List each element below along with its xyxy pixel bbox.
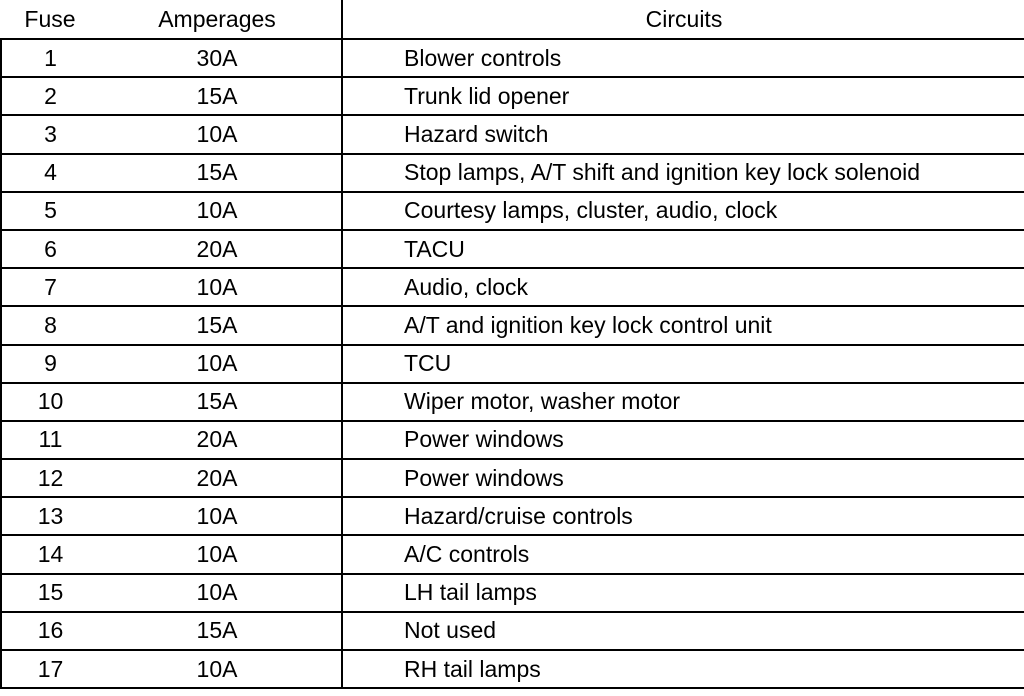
fuse-circuit: Not used: [342, 612, 1024, 650]
fuse-amperage: 15A: [99, 383, 342, 421]
header-row: [1, 0, 1024, 39]
fuse-number: 8: [1, 306, 99, 344]
fuse-amperage: 30A: [99, 39, 342, 77]
fuse-number: 16: [1, 612, 99, 650]
fuse-number: 3: [1, 115, 99, 153]
fuse-amperage: 10A: [99, 345, 342, 383]
fuse-circuit: Blower controls: [342, 39, 1024, 77]
fuse-amperage: 15A: [99, 154, 342, 192]
table-row: [1, 77, 1024, 115]
header-amperages: Amperages: [99, 0, 342, 39]
table-row: [1, 383, 1024, 421]
fuse-circuit: Stop lamps, A/T shift and ignition key lock solenoid: [342, 154, 1024, 192]
fuse-number: 14: [1, 535, 99, 573]
fuse-number: 4: [1, 154, 99, 192]
fuse-amperage: 15A: [99, 306, 342, 344]
table-row: [1, 230, 1024, 268]
table-row: [1, 497, 1024, 535]
fuse-amperage: 20A: [99, 421, 342, 459]
header-circuits: Circuits: [342, 0, 1024, 39]
fuse-number: 13: [1, 497, 99, 535]
fuse-amperage: 10A: [99, 115, 342, 153]
table-row: [1, 268, 1024, 306]
fuse-circuit: Wiper motor, washer motor: [342, 383, 1024, 421]
fuse-number: 17: [1, 650, 99, 688]
fuse-amperage: 20A: [99, 459, 342, 497]
table-row: [1, 154, 1024, 192]
fuse-amperage: 10A: [99, 650, 342, 688]
table-row: [1, 306, 1024, 344]
fuse-circuit: Power windows: [342, 459, 1024, 497]
fuse-number: 1: [1, 39, 99, 77]
fuse-amperage: 10A: [99, 497, 342, 535]
fuse-amperage: 10A: [99, 268, 342, 306]
table-row: [1, 39, 1024, 77]
fuse-number: 9: [1, 345, 99, 383]
fuse-amperage: 10A: [99, 535, 342, 573]
table-row: [1, 192, 1024, 230]
fuse-number: 6: [1, 230, 99, 268]
fuse-amperage: 10A: [99, 192, 342, 230]
table-row: [1, 574, 1024, 612]
table-row: [1, 535, 1024, 573]
fuse-circuit: Hazard/cruise controls: [342, 497, 1024, 535]
fuse-number: 5: [1, 192, 99, 230]
table-row: [1, 421, 1024, 459]
fuse-number: 15: [1, 574, 99, 612]
table-row: [1, 459, 1024, 497]
table-row: [1, 612, 1024, 650]
header-fuse: Fuse: [1, 0, 99, 39]
fuse-amperage: 15A: [99, 612, 342, 650]
fuse-circuit: Trunk lid opener: [342, 77, 1024, 115]
table-row: [1, 115, 1024, 153]
fuse-circuit: LH tail lamps: [342, 574, 1024, 612]
table-body: [1, 39, 1024, 688]
table-row: [1, 650, 1024, 688]
fuse-number: 11: [1, 421, 99, 459]
fuse-amperage: 15A: [99, 77, 342, 115]
fuse-circuit: Hazard switch: [342, 115, 1024, 153]
fuse-amperage: 10A: [99, 574, 342, 612]
table-header: [1, 0, 1024, 39]
fuse-circuit: A/C controls: [342, 535, 1024, 573]
fuse-number: 2: [1, 77, 99, 115]
fuse-number: 12: [1, 459, 99, 497]
fuse-circuit: RH tail lamps: [342, 650, 1024, 688]
fuse-circuit: Audio, clock: [342, 268, 1024, 306]
fuse-number: 7: [1, 268, 99, 306]
fuse-circuit: Courtesy lamps, cluster, audio, clock: [342, 192, 1024, 230]
fuse-circuit: Power windows: [342, 421, 1024, 459]
fuse-circuit: A/T and ignition key lock control unit: [342, 306, 1024, 344]
fuse-amperage: 20A: [99, 230, 342, 268]
fuse-circuit: TCU: [342, 345, 1024, 383]
fuse-number: 10: [1, 383, 99, 421]
table-row: [1, 345, 1024, 383]
fuse-circuit: TACU: [342, 230, 1024, 268]
